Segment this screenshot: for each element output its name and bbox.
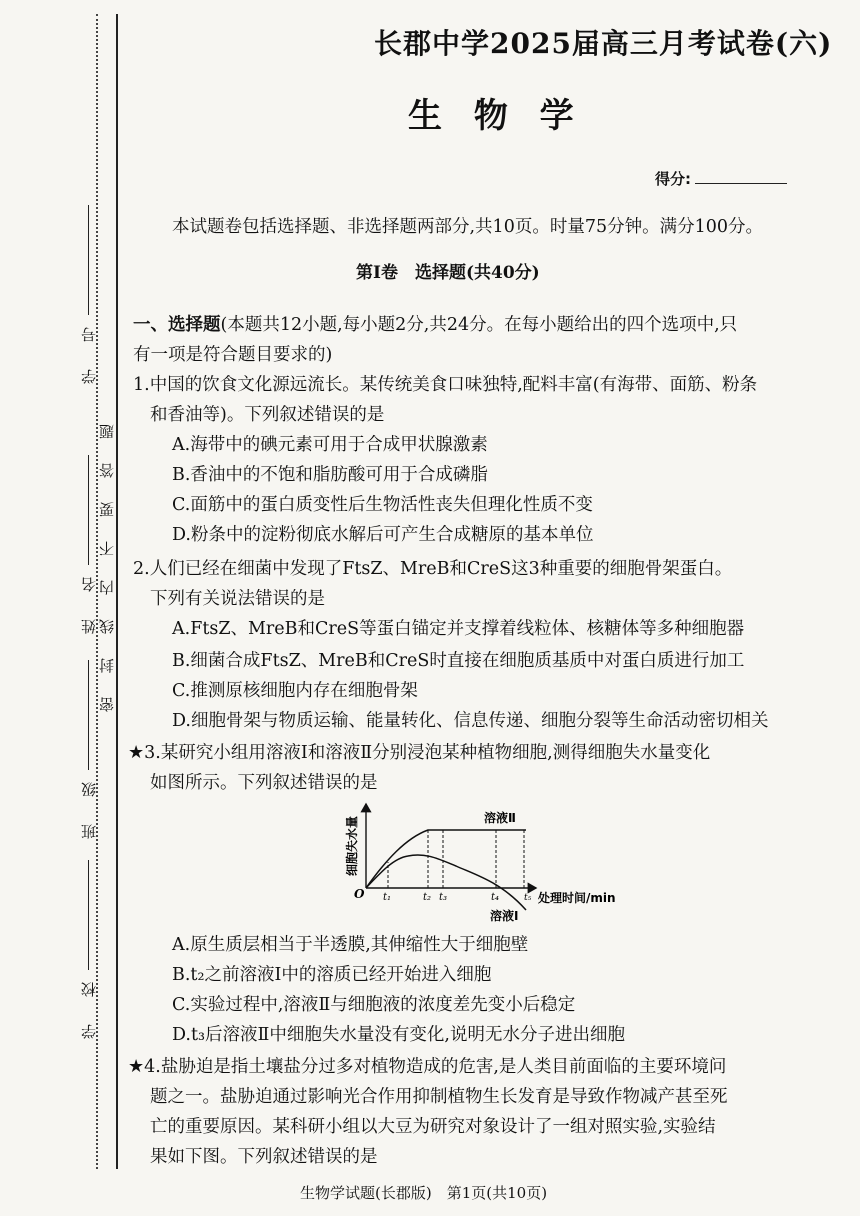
q4-stem-line2: 题之一。盐胁迫通过影响光合作用抑制植物生长发育是导致作物减产甚至死 [150,1087,728,1107]
school-blank[interactable] [88,860,89,970]
part1-heading-rest: (本题共12小题,每小题2分,共24分。在每小题给出的四个选项中,只 [220,315,738,335]
curve-2-label: 溶液Ⅱ [484,811,516,825]
q1-option-d: D.粉条中的淀粉彻底水解后可产生合成糖原的基本单位 [172,525,594,545]
section-title: 第Ⅰ卷 选择题(共40分) [356,263,540,283]
origin-label: O [354,887,365,901]
seal-warning: 密封线内不要答题 [98,400,116,712]
score-label: 得分: [655,170,691,188]
q4-stem-text: 4.盐胁迫是指土壤盐分过多对植物造成的危害,是人类目前面临的主要环境问 [144,1057,727,1077]
part1-heading-bold: 一、选择题 [133,315,221,335]
q1-option-c: C.面筋中的蛋白质变性后生物活性丧失但理化性质不变 [172,495,593,515]
q1-stem-line2: 和香油等)。下列叙述错误的是 [150,405,385,425]
student-id-field[interactable] [78,205,99,384]
q2-stem-line2: 下列有关说法错误的是 [150,589,325,609]
q3-stem-line2: 如图所示。下列叙述错误的是 [150,773,378,793]
q2-option-d: D.细胞骨架与物质运输、能量转化、信息传递、细胞分裂等生命活动密切相关 [172,711,769,731]
tick-t5: t₅ [524,893,532,903]
y-axis-label: 细胞失水量 [345,815,359,877]
name-label: 姓 名 [80,571,98,634]
school-label: 学 校 [80,976,98,1039]
student-id-label: 学 号 [80,321,98,384]
page-footer: 生物学试题(长郡版) 第1页(共10页) [300,1184,548,1202]
star-icon: ★ [128,742,145,763]
tick-t2: t₂ [423,892,432,903]
q4-stem-line3: 亡的重要原因。某科研小组以大豆为研究对象设计了一组对照实验,实验结 [150,1117,716,1137]
subject-title: 生 物 学 [408,96,584,136]
score-field[interactable] [655,168,787,189]
x-axis-label: 处理时间/min [538,891,616,905]
q3-graph [336,800,636,925]
star-icon: ★ [128,1056,145,1077]
part1-heading [133,312,737,338]
tick-t3: t₃ [439,892,448,903]
q1-option-b: B.香油中的不饱和脂肪酸可用于合成磷脂 [172,465,488,485]
q3-option-b: B.t₂之前溶液Ⅰ中的溶质已经开始进入细胞 [172,965,492,985]
curve-solution-2 [366,830,526,888]
q1-option-a: A.海带中的碘元素可用于合成甲状腺激素 [172,435,488,455]
q2-option-c: C.推测原核细胞内存在细胞骨架 [172,681,418,701]
school-field[interactable] [78,860,99,1039]
q1-stem-line1: 1.中国的饮食文化源远流长。某传统美食口味独特,配料丰富(有海带、面筋、粉条 [133,375,758,395]
q3-option-a: A.原生质层相当于半透膜,其伸缩性大于细胞壁 [172,935,529,955]
class-label: 班 级 [80,776,98,839]
part1-heading-line2: 有一项是符合题目要求的) [133,345,333,365]
tick-t1: t₁ [383,892,392,903]
q3-option-c: C.实验过程中,溶液Ⅱ与细胞液的浓度差先变小后稳定 [172,995,576,1015]
intro-text: 本试题卷包括选择题、非选择题两部分,共10页。时量75分钟。满分100分。 [172,217,763,237]
exam-title: 长郡中学2025届高三月考试卷(六) [374,27,833,60]
class-blank[interactable] [88,660,89,770]
name-blank[interactable] [88,455,89,565]
q3-stem-text: 3.某研究小组用溶液Ⅰ和溶液Ⅱ分别浸泡某种植物细胞,测得细胞失水量变化 [144,743,711,763]
binding-margin [0,0,125,1216]
curve-1-label: 溶液Ⅰ [490,909,519,923]
q4-stem-line1 [128,1054,726,1080]
q2-option-a: A.FtsZ、MreB和CreS等蛋白锚定并支撑着线粒体、核糖体等多种细胞器 [172,619,745,639]
score-blank[interactable] [695,183,787,184]
student-id-blank[interactable] [88,205,89,315]
q2-option-b: B.细菌合成FtsZ、MreB和CreS时直接在细胞质基质中对蛋白质进行加工 [172,651,745,671]
q2-stem-line1: 2.人们已经在细菌中发现了FtsZ、MreB和CreS这3种重要的细胞骨架蛋白。 [133,559,733,579]
q3-option-d: D.t₃后溶液Ⅱ中细胞失水量没有变化,说明无水分子进出细胞 [172,1025,625,1045]
q4-stem-line4: 果如下图。下列叙述错误的是 [150,1147,378,1167]
q3-stem-line1 [128,740,710,766]
tick-t4: t₄ [491,892,500,903]
